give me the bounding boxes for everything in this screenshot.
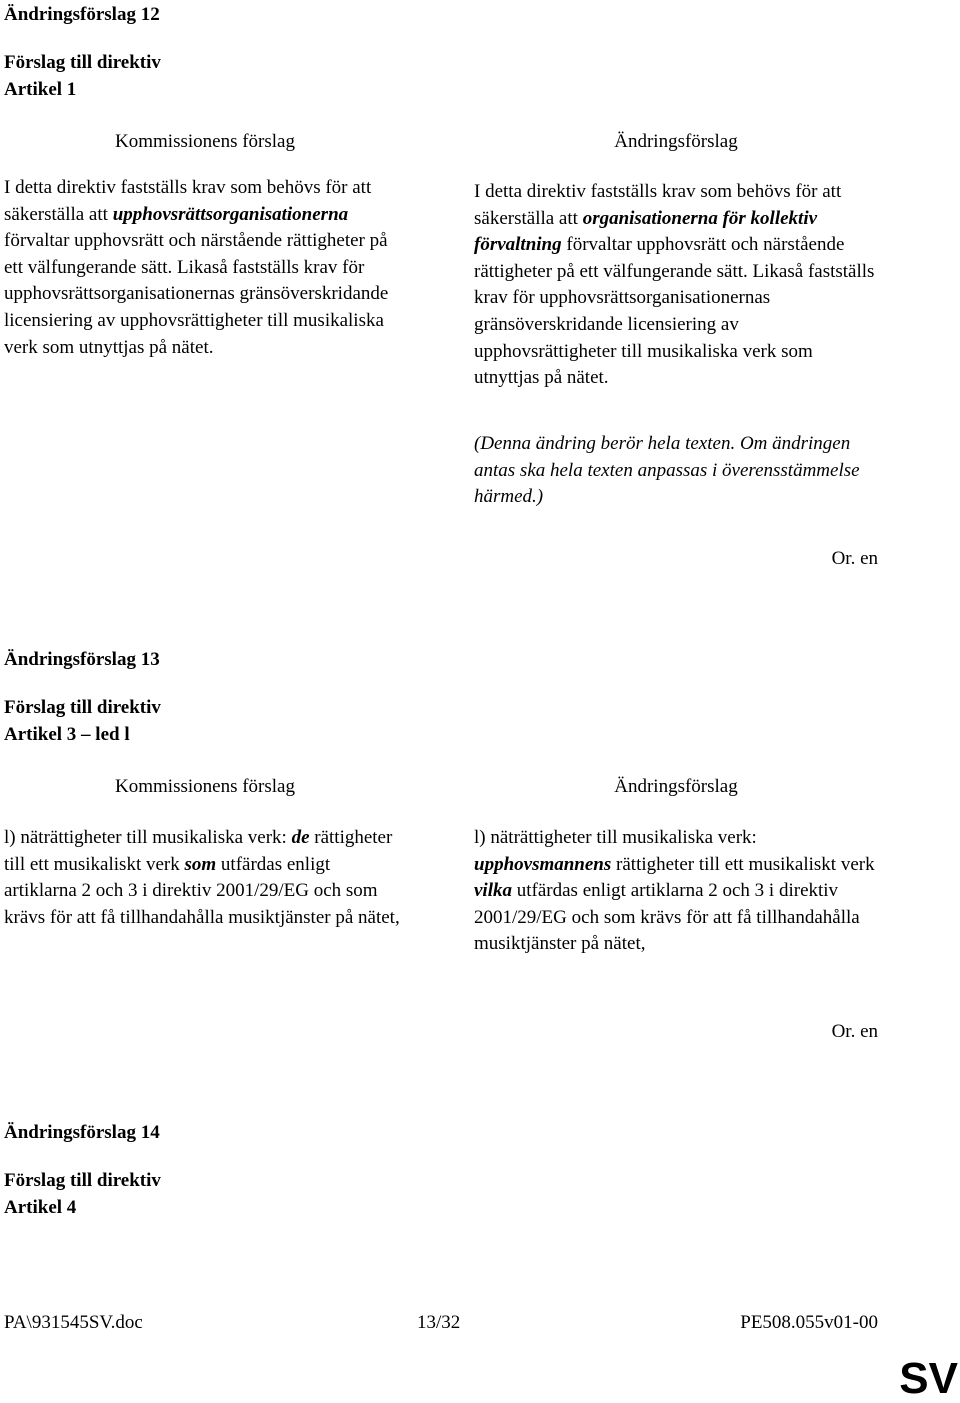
footer-page-number: 13/32 bbox=[417, 1312, 461, 1333]
amendment-13-commission-emphasis-2: som bbox=[184, 853, 217, 875]
amendment-12-proposal: Förslag till direktiv bbox=[4, 52, 161, 73]
amendment-12-amendment-emphasis: organisationerna för kollektiv förvaltning bbox=[474, 207, 818, 256]
language-mark: SV bbox=[899, 1354, 958, 1403]
footer-doc-ref: PA\931545SV.doc bbox=[4, 1312, 143, 1333]
amendment-13-original-language: Or. en bbox=[831, 1021, 878, 1042]
amendment-14-heading: Ändringsförslag 14 bbox=[4, 1122, 160, 1143]
amendment-13-amendment-header: Ändringsförslag bbox=[614, 776, 738, 797]
amendment-12-amendment-text: I detta direktiv fastställs krav som behövs för att säkerställa att organisationerna för kollektiv förvaltning förvaltar upphovsrätt och närstående rättigheter på ett välfungerande sätt. Likaså fastställs krav för upphovsrättsorganisationernas gränsöverskridande licensiering av upphovsrättigheter till musikaliska verk som utnyttjas på nätet. bbox=[474, 181, 875, 389]
amendment-13-commission-emphasis-1: de bbox=[291, 827, 310, 848]
amendment-13-heading: Ändringsförslag 13 bbox=[4, 649, 160, 670]
amendment-14-article: Artikel 4 bbox=[4, 1197, 77, 1218]
amendment-13-article: Artikel 3 – led l bbox=[4, 724, 130, 745]
amendment-13-amendment-text: l) näträttigheter till musikaliska verk: upphovsmannens rättigheter till ett musikaliskt verk vilka utfärdas enligt artiklarna 2 och 3 i direktiv 2001/29/EG och som krävs för att få tillhandahålla musiktjänster på nätet, bbox=[474, 827, 875, 955]
amendment-12-note: (Denna ändring berör hela texten. Om ändringen antas ska hela texten anpassas i överensstämmelse härmed.) bbox=[474, 433, 860, 508]
amendment-12-article: Artikel 1 bbox=[4, 79, 77, 100]
amendment-13-commission-header: Kommissionens förslag bbox=[115, 776, 295, 797]
amendment-13-commission-text: l) näträttigheter till musikaliska verk: de rättigheter till ett musikaliskt verk som utfärdas enligt artiklarna 2 och 3 i direktiv 2001/29/EG och som krävs för att få tillhandahålla musiktjänster på nätet, bbox=[4, 827, 400, 928]
footer-pe-ref: PE508.055v01-00 bbox=[740, 1312, 878, 1333]
amendment-12-original-language: Or. en bbox=[831, 548, 878, 569]
amendment-12-amendment-header: Ändringsförslag bbox=[614, 131, 738, 152]
amendment-13-amendment-emphasis-2: vilka bbox=[474, 880, 512, 902]
amendment-14-proposal: Förslag till direktiv bbox=[4, 1170, 161, 1191]
amendment-13-proposal: Förslag till direktiv bbox=[4, 697, 161, 718]
amendment-12-heading: Ändringsförslag 12 bbox=[4, 4, 160, 25]
amendment-12-commission-header: Kommissionens förslag bbox=[115, 131, 295, 152]
amendment-12-commission-emphasis: upphovsrättsorganisationerna bbox=[112, 203, 349, 225]
amendment-12-commission-text: I detta direktiv fastställs krav som behövs för att säkerställa att upphovsrättsorganisationerna förvaltar upphovsrätt och närstående rättigheter på ett välfungerande sätt. Likaså fastställs krav för upphovsrättsorganisationernas gränsöverskridande licensiering av upphovsrättigheter till musikaliska verk som utnyttjas på nätet. bbox=[4, 177, 389, 358]
amendment-13-amendment-emphasis-1: upphovsmannens bbox=[474, 853, 612, 875]
